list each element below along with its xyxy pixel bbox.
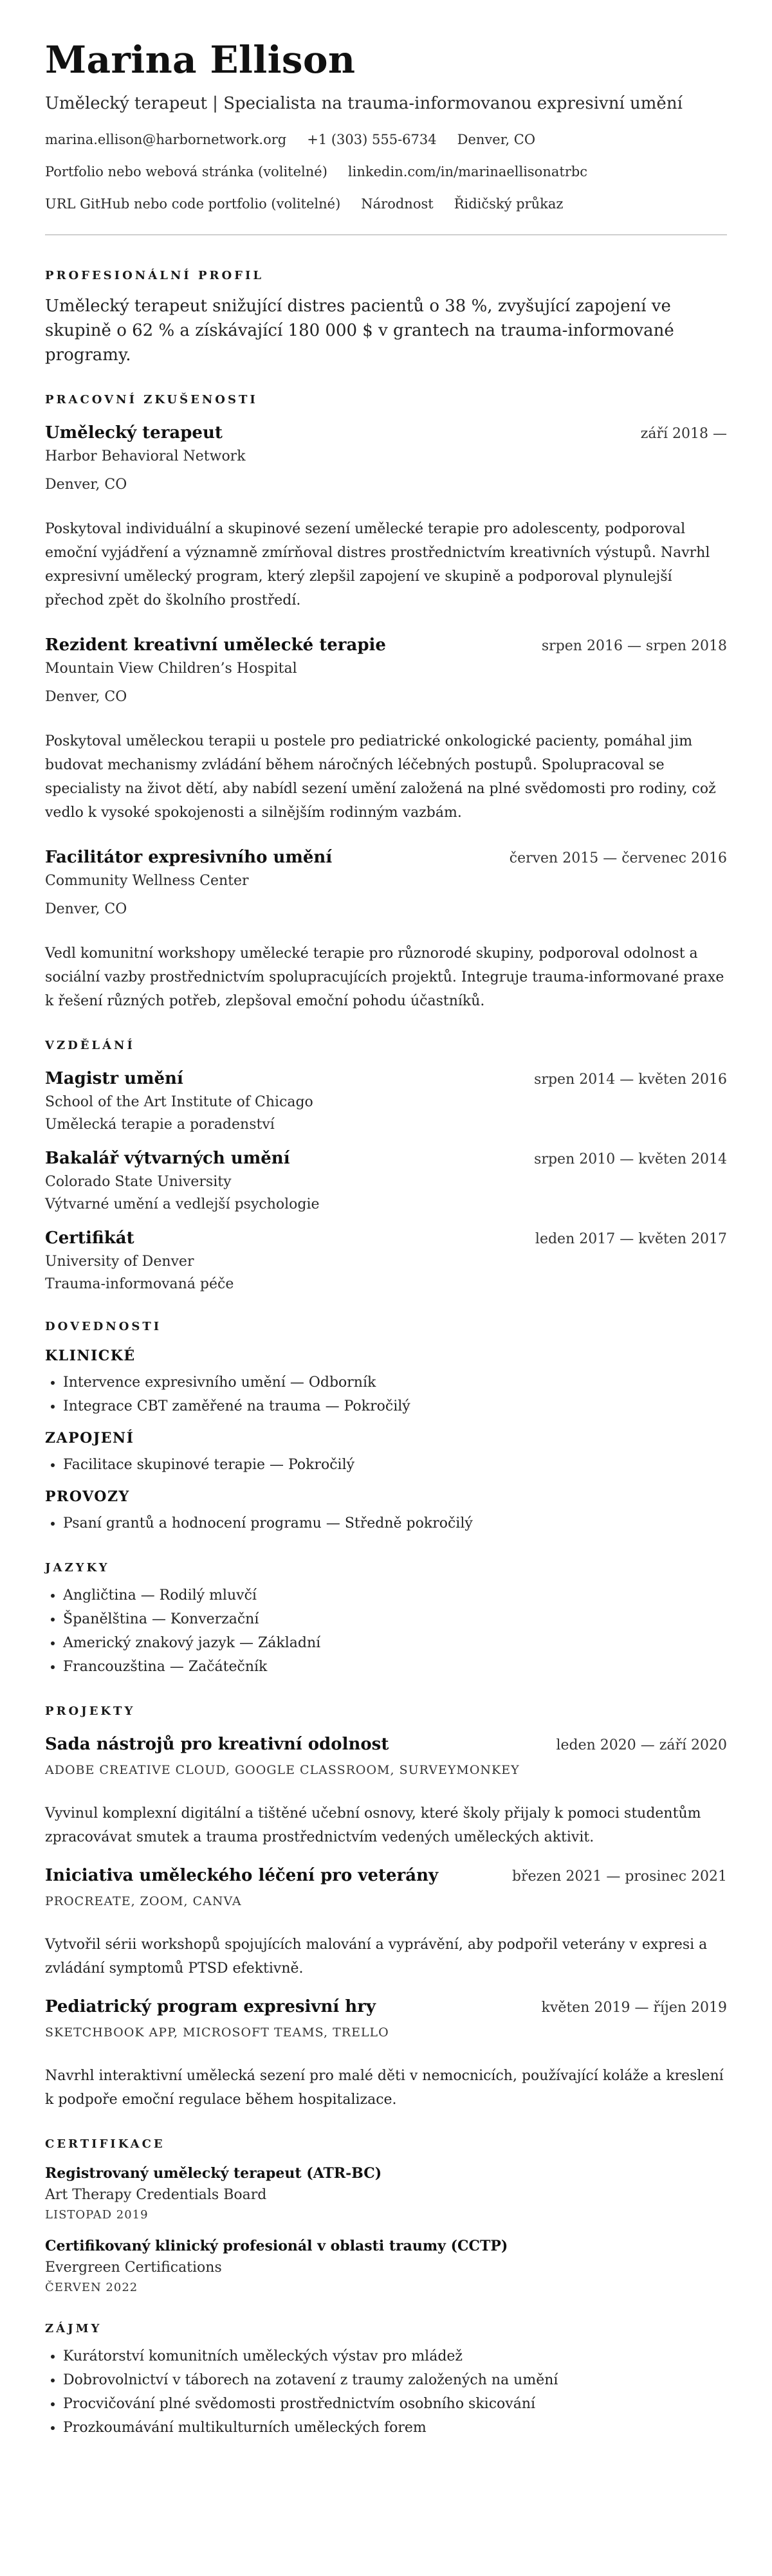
experience-entry bbox=[45, 422, 727, 612]
skill-category-name: KLINICKÉ bbox=[45, 1347, 136, 1364]
projects-heading: PROJEKTY bbox=[45, 1704, 136, 1718]
linkedin-link[interactable]: linkedin.com/in/marinaellisonatrbc bbox=[347, 164, 588, 179]
certification-entry bbox=[45, 2236, 727, 2296]
degree-title: Certifikát bbox=[45, 1229, 134, 1248]
project-name: Iniciativa uměleckého léčení pro veterány bbox=[45, 1866, 439, 1885]
employer: Mountain View Children’s Hospital bbox=[45, 661, 297, 677]
skill-list bbox=[45, 1512, 727, 1535]
certification-date: LISTOPAD 2019 bbox=[45, 2208, 149, 2222]
language-item: • Americký znakový jazyk — Základní bbox=[63, 1631, 727, 1655]
language-item: • Angličtina — Rodilý mluvčí bbox=[63, 1584, 727, 1607]
experience-entry bbox=[45, 634, 727, 825]
job-location: Denver, CO bbox=[45, 901, 127, 917]
contact-row-2 bbox=[45, 162, 727, 181]
contact-row-3 bbox=[45, 194, 727, 214]
nationality: Národnost bbox=[361, 196, 434, 212]
project-dates: březen 2021 — prosinec 2021 bbox=[511, 1868, 727, 1885]
project-tools: SKETCHBOOK APP, MICROSOFT TEAMS, TRELLO bbox=[45, 2025, 389, 2040]
language-list bbox=[45, 1584, 727, 1679]
interests-heading: ZÁJMY bbox=[45, 2322, 102, 2335]
languages-section bbox=[45, 1561, 727, 1679]
school-name: School of the Art Institute of Chicago bbox=[45, 1094, 313, 1110]
certification-issuer: Evergreen Certifications bbox=[45, 2260, 222, 2276]
employer: Community Wellness Center bbox=[45, 873, 249, 889]
degree-title: Bakalář výtvarných umění bbox=[45, 1149, 290, 1168]
email-link[interactable]: marina.ellison@harbornetwork.org bbox=[45, 132, 287, 147]
skill-item: • Psaní grantů a hodnocení programu — Středně pokročilý bbox=[63, 1512, 727, 1535]
projects-section bbox=[45, 1704, 727, 2112]
skills-heading: DOVEDNOSTI bbox=[45, 1320, 162, 1333]
job-title: Facilitátor expresivního umění bbox=[45, 848, 333, 867]
education-section bbox=[45, 1039, 727, 1294]
certification-entry bbox=[45, 2164, 727, 2224]
job-location: Denver, CO bbox=[45, 477, 127, 493]
project-entry bbox=[45, 1733, 727, 1849]
skill-category bbox=[45, 1487, 727, 1535]
certification-name: Registrovaný umělecký terapeut (ATR-BC) bbox=[45, 2165, 382, 2182]
job-dates: červen 2015 — červenec 2016 bbox=[509, 850, 727, 866]
phone-number[interactable]: +1 (303) 555-6734 bbox=[307, 132, 437, 147]
certification-name: Certifikovaný klinický profesionál v oblasti traumy (CCTP) bbox=[45, 2238, 508, 2254]
job-description: Vedl komunitní workshopy umělecké terapie pro různorodé skupiny, podporoval odolnost a sociální vazby prostřednictvím spolupracujících projektů. Integruje trauma-informované praxe k řešení různých potřeb, zlepšoval emoční pohodu účastníků. bbox=[45, 945, 724, 1009]
project-dates: leden 2020 — září 2020 bbox=[556, 1737, 727, 1753]
skill-list bbox=[45, 1453, 727, 1477]
project-description: Vytvořil sérii workshopů spojujících malování a vyprávění, aby podpořil veterány v expresi a zvládání symptomů PTSD efektivně. bbox=[45, 1937, 708, 1977]
degree-title: Magistr umění bbox=[45, 1069, 183, 1088]
education-dates: leden 2017 — květen 2017 bbox=[535, 1231, 727, 1247]
skill-category-name: PROVOZY bbox=[45, 1488, 130, 1505]
project-tools: PROCREATE, ZOOM, CANVA bbox=[45, 1894, 242, 1908]
profile-section bbox=[45, 269, 727, 367]
certification-issuer: Art Therapy Credentials Board bbox=[45, 2187, 267, 2203]
job-description: Poskytoval uměleckou terapii u postele pro pediatrické onkologické pacienty, pomáhal jim budovat mechanismy zvládání během náročných léčebných postupů. Spolupracoval se specialisty na život dětí, aby nabídl sezení umění založená na plné svědomosti pro rodiny, což vedlo k vysoké spokojenosti a silnějším rodinným vazbám. bbox=[45, 733, 716, 821]
education-entry bbox=[45, 1147, 727, 1214]
skills-section bbox=[45, 1320, 727, 1535]
project-tools: ADOBE CREATIVE CLOUD, GOOGLE CLASSROOM, SURVEYMONKEY bbox=[45, 1763, 520, 1777]
field-of-study: Výtvarné umění a vedlejší psychologie bbox=[45, 1196, 320, 1212]
profile-heading: PROFESIONÁLNÍ PROFIL bbox=[45, 269, 264, 282]
candidate-name: Marina Ellison bbox=[45, 38, 356, 82]
location: Denver, CO bbox=[457, 132, 536, 147]
skill-item: • Facilitace skupinové terapie — Pokročilý bbox=[63, 1453, 727, 1477]
interest-item: • Dobrovolnictví v táborech na zotavení z traumy založených na umění bbox=[63, 2368, 727, 2392]
skill-item: • Intervence expresivního umění — Odborník bbox=[63, 1371, 727, 1394]
profile-summary: Umělecký terapeut snižující distres pacientů o 38 %, zvyšující zapojení ve skupině o 62 % a získávající 180 000 $ v grantech na trauma-informované programy. bbox=[45, 297, 674, 365]
project-name: Pediatrický program expresivní hry bbox=[45, 1997, 376, 2016]
interest-item: • Prozkoumávání multikulturních uměleckých forem bbox=[63, 2416, 727, 2440]
project-dates: květen 2019 — říjen 2019 bbox=[541, 2000, 727, 2016]
job-title: Umělecký terapeut bbox=[45, 423, 223, 443]
portfolio-link[interactable]: Portfolio nebo webová stránka (volitelné) bbox=[45, 164, 327, 179]
interests-section bbox=[45, 2322, 727, 2440]
skill-category bbox=[45, 1429, 727, 1477]
education-entry bbox=[45, 1068, 727, 1135]
experience-heading: PRACOVNÍ ZKUŠENOSTI bbox=[45, 393, 258, 406]
skill-item: • Integrace CBT zaměřené na trauma — Pokročilý bbox=[63, 1394, 727, 1418]
language-item: • Španělština — Konverzační bbox=[63, 1607, 727, 1631]
github-link[interactable]: URL GitHub nebo code portfolio (volitelné) bbox=[45, 196, 341, 212]
contact-row-1 bbox=[45, 130, 727, 149]
job-title: Rezident kreativní umělecké terapie bbox=[45, 635, 386, 655]
field-of-study: Trauma-informovaná péče bbox=[45, 1276, 234, 1292]
experience-section bbox=[45, 393, 727, 1013]
project-description: Navrhl interaktivní umělecká sezení pro malé děti v nemocnicích, používající koláže a kreslení k podpoře emoční regulace během hospitalizace. bbox=[45, 2068, 724, 2108]
certifications-heading: CERTIFIKACE bbox=[45, 2137, 165, 2151]
skill-list bbox=[45, 1371, 727, 1418]
header-divider bbox=[45, 234, 727, 235]
languages-heading: JAZYKY bbox=[45, 1561, 110, 1575]
project-name: Sada nástrojů pro kreativní odolnost bbox=[45, 1735, 389, 1754]
headline: Umělecký terapeut | Specialista na trauma-informovanou expresivní umění bbox=[45, 94, 683, 113]
school-name: University of Denver bbox=[45, 1254, 194, 1270]
education-entry bbox=[45, 1227, 727, 1294]
drivers-license: Řidičský průkaz bbox=[454, 196, 564, 212]
field-of-study: Umělecká terapie a poradenství bbox=[45, 1117, 275, 1133]
interest-item: • Procvičování plné svědomosti prostřednictvím osobního skicování bbox=[63, 2392, 727, 2416]
project-entry bbox=[45, 1865, 727, 1980]
education-dates: srpen 2014 — květen 2016 bbox=[534, 1072, 727, 1088]
project-description: Vyvinul komplexní digitální a tištěné učební osnovy, které školy přijaly k pomoci studentům zpracovávat smutek a trauma prostřednictvím vedených uměleckých aktivit. bbox=[45, 1805, 701, 1845]
job-dates: září 2018 — bbox=[640, 426, 727, 442]
interest-item: • Kurátorství komunitních uměleckých výstav pro mládež bbox=[63, 2344, 727, 2368]
certifications-section bbox=[45, 2137, 727, 2296]
certification-date: ČERVEN 2022 bbox=[45, 2281, 138, 2294]
education-dates: srpen 2010 — květen 2014 bbox=[534, 1151, 727, 1167]
interest-list bbox=[45, 2344, 727, 2440]
employer: Harbor Behavioral Network bbox=[45, 448, 246, 464]
job-dates: srpen 2016 — srpen 2018 bbox=[541, 638, 727, 654]
language-item: • Francouzština — Začátečník bbox=[63, 1655, 727, 1679]
skill-category bbox=[45, 1346, 727, 1418]
school-name: Colorado State University bbox=[45, 1174, 232, 1190]
education-heading: VZDĚLÁNÍ bbox=[45, 1039, 135, 1052]
experience-entry bbox=[45, 846, 727, 1013]
job-description: Poskytoval individuální a skupinové sezení umělecké terapie pro adolescenty, podporoval emoční vyjádření a významně zmírňoval distres prostřednictvím kreativních výstupů. Navrhl expresivní umělecký program, který zlepšil zapojení ve skupině a podporoval plynulejší přechod zpět do školního prostředí. bbox=[45, 521, 710, 608]
project-entry bbox=[45, 1996, 727, 2112]
job-location: Denver, CO bbox=[45, 689, 127, 705]
skill-category-name: ZAPOJENÍ bbox=[45, 1430, 134, 1447]
